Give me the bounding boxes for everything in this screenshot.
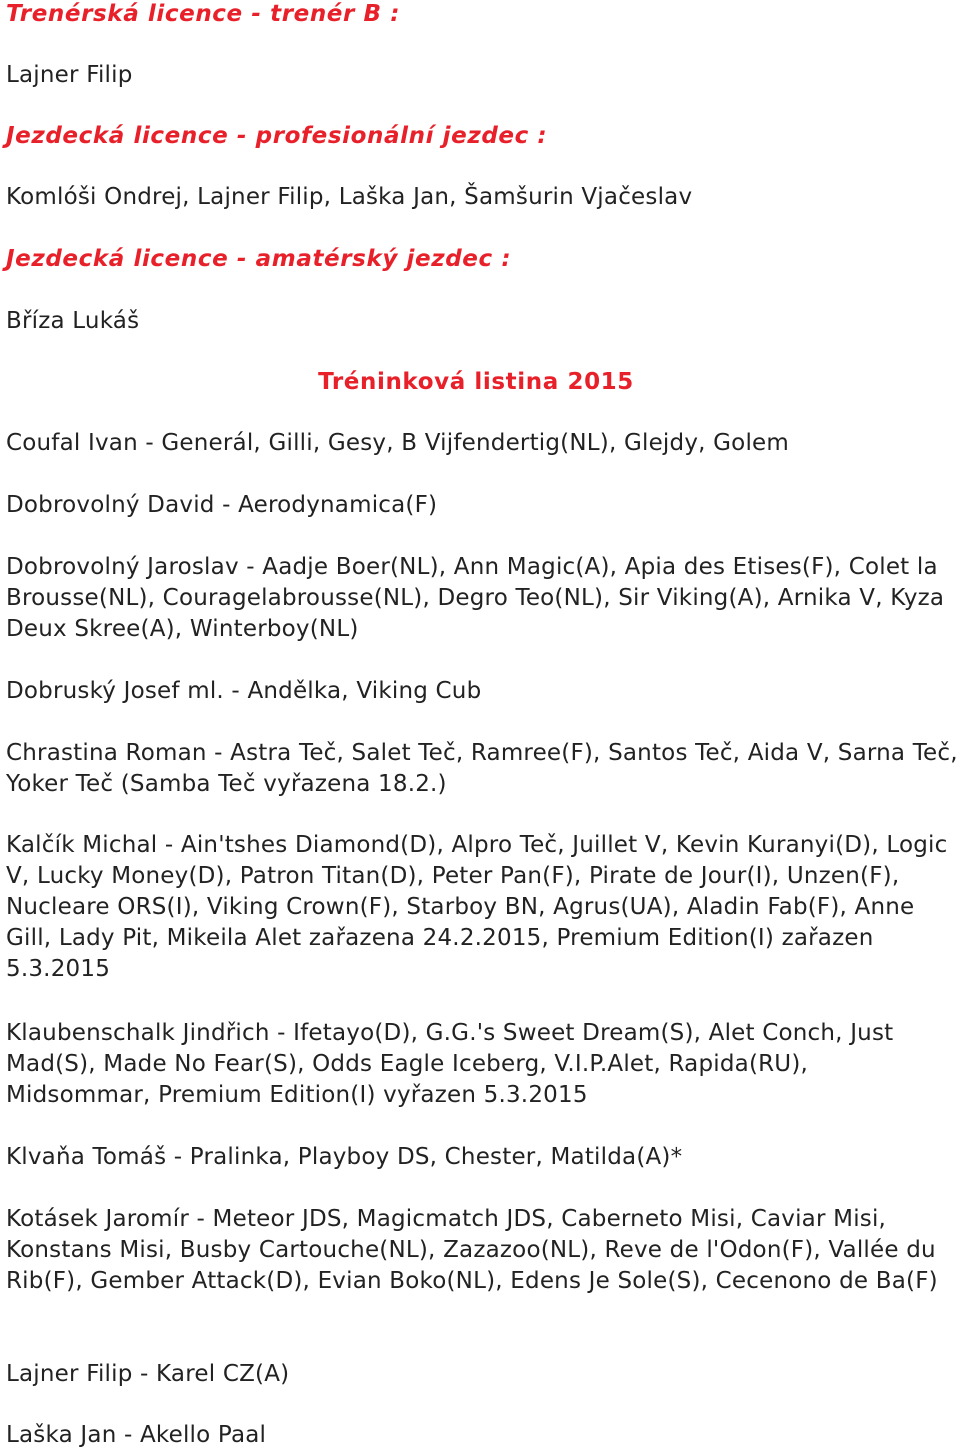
training-entry-dobrusky: Dobruský Josef ml. - Andělka, Viking Cub [6,678,482,704]
pro-rider-license-names: Komlóši Ondrej, Lajner Filip, Laška Jan, Šamšurin Vjačeslav [6,184,693,210]
training-entry-kalcik: Kalčík Michal - Ain'tshes Diamond(D), Alpro Teč, Juillet V, Kevin Kuranyi(D), Logic V, Lucky Money(D), Patron Titan(D), Peter Pan(F), Pirate de Jour(I), Unzen(F), Nucleare ORS(I), Viking Crown(F), Starboy BN, Agrus(UA), Aladin Fab(F), Anne Gill, Lady Pit, Mikeila Alet zařazena 24.2.2015, Premium Edition(I) zařazen 5.3.2015 [6,832,948,982]
training-entry-coufal: Coufal Ivan - Generál, Gilli, Gesy, B Vijfendertig(NL), Glejdy, Golem [6,430,789,456]
training-entry-dobrovolny-david: Dobrovolný David - Aerodynamica(F) [6,492,438,518]
trainer-license-heading: Trenérská licence - trenér B : [6,1,401,27]
training-entry-lajner: Lajner Filip - Karel CZ(A) [6,1361,290,1387]
amateur-rider-license-names: Bříza Lukáš [6,308,140,334]
training-entry-laska: Laška Jan - Akello Paal [6,1422,267,1448]
training-entry-klaubenschalk: Klaubenschalk Jindřich - Ifetayo(D), G.G.'s Sweet Dream(S), Alet Conch, Just Mad(S), Made No Fear(S), Odds Eagle Iceberg, V.I.P.Alet, Rapida(RU), Midsommar, Premium Edition(I) vyřazen 5.3.2015 [6,1020,894,1108]
trainer-license-names: Lajner Filip [6,62,133,88]
training-list-title: Tréninková listina 2015 [318,369,634,395]
pro-rider-license-heading: Jezdecká licence - profesionální jezdec : [6,123,548,149]
training-entry-chrastina: Chrastina Roman - Astra Teč, Salet Teč, Ramree(F), Santos Teč, Aida V, Sarna Teč, Yoker Teč (Samba Teč vyřazena 18.2.) [6,740,958,797]
training-entry-klvana: Klvaňa Tomáš - Pralinka, Playboy DS, Chester, Matilda(A)* [6,1144,683,1170]
amateur-rider-license-heading: Jezdecká licence - amatérský jezdec : [6,246,512,272]
training-entry-dobrovolny-jaroslav: Dobrovolný Jaroslav - Aadje Boer(NL), Ann Magic(A), Apia des Etises(F), Colet la Brousse(NL), Couragelabrousse(NL), Degro Teo(NL), Sir Viking(A), Arnika V, Kyza Deux Skree(A), Winterboy(NL) [6,554,945,642]
training-entry-kotasek: Kotásek Jaromír - Meteor JDS, Magicmatch JDS, Caberneto Misi, Caviar Misi, Konstans Misi, Busby Cartouche(NL), Zazazoo(NL), Reve de l'Odon(F), Vallée du Rib(F), Gember Attack(D), Evian Boko(NL), Edens Je Sole(S), Cecenono de Ba(F) [6,1206,938,1294]
